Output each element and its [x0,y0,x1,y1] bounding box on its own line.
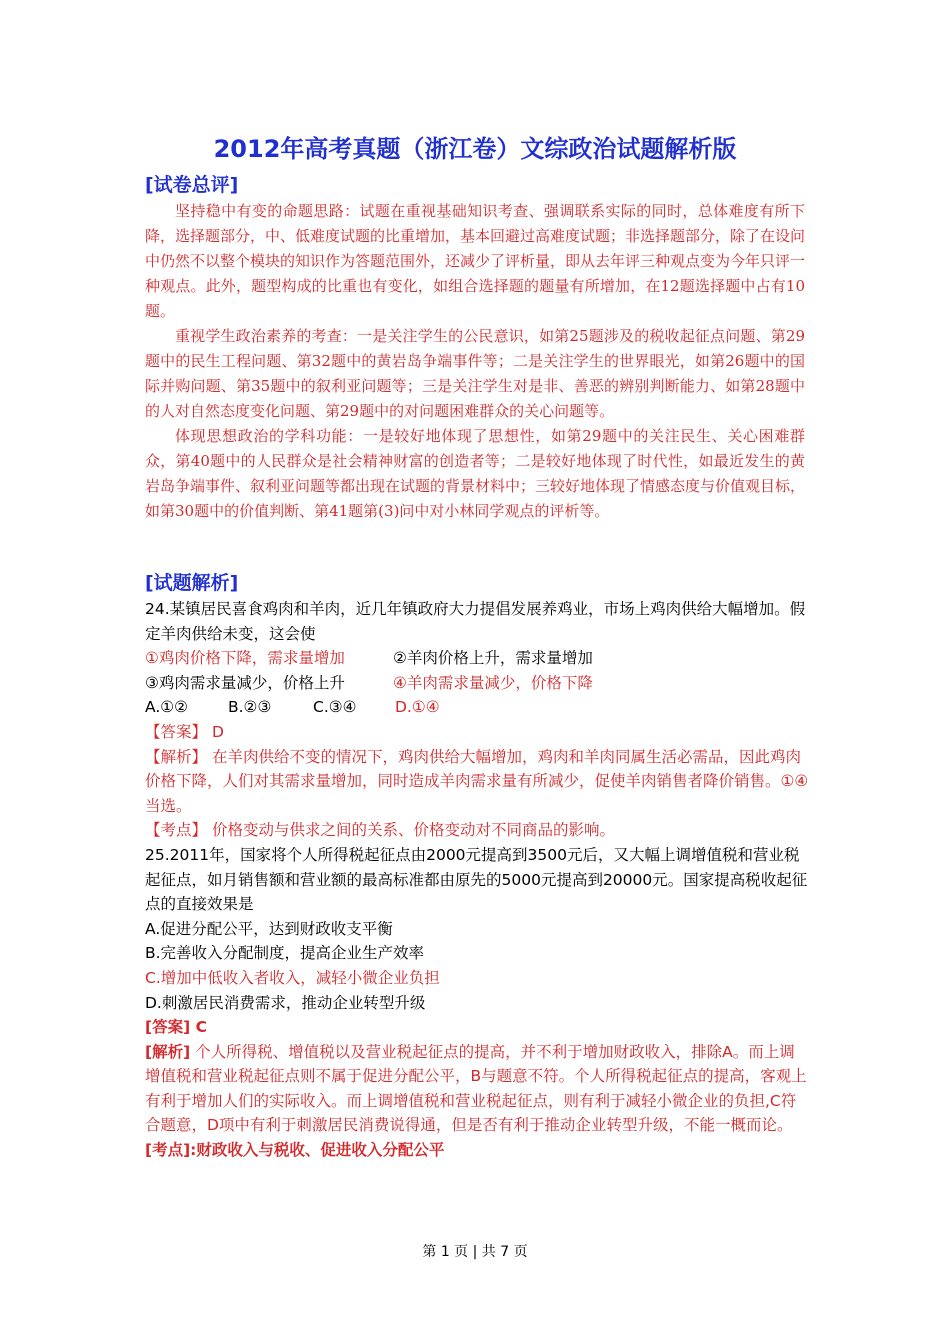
q25-analysis-label: [解析] [145,1042,191,1061]
q24-choices [145,695,810,720]
q24-choice-a: A.①② [145,698,189,717]
summary-paragraph-2: 重视学生政治素养的考查：一是关注学生的公民意识，如第25题涉及的税收起征点问题、第29题中的民生工程问题、第32题中的黄岩岛争端事件等；二是关注学生的世界眼光，如第26题中的国际并购问题、第35题中的叙利亚问题等；三是关注学生对是非、善恶的辨别判断能力、如第28题中的人对自然态度变化问题、第29题中的对问题困难群众的关心问题等。 [145,327,805,420]
q24-answer-value: D [211,722,224,741]
q25-choice-a: A.促进分配公平，达到财政收支平衡 [145,919,393,938]
q25-point-line [145,1138,810,1163]
q25-answer-value: C [195,1018,207,1037]
q24-choice-b: B.②③ [228,698,272,717]
q24-options-row-2 [145,671,810,696]
summary-paragraph-3: 体现思想政治的学科功能：一是较好地体现了思想性，如第29题中的关注民生、关心困难群众，第40题中的人民群众是社会精神财富的创造者等；二是较好地体现了时代性，如最近发生的黄岩岛争端事件、叙利亚问题等都出现在试题的背景材料中；三较好地体现了情感态度与价值观目标，如第30题中的价值判断、第41题第(3)问中对小林同学观点的评析等。 [145,427,806,520]
q24-option-2: ②羊肉价格上升，需求量增加 [393,649,593,668]
q25-analysis-line [145,1040,810,1138]
q24-option-4: ④羊肉需求量减少，价格下降 [393,673,593,692]
q25-answer-label: [答案] [145,1018,191,1037]
q25-answer-line [145,1015,810,1040]
q24-answer-label: 【答案】 [145,722,208,741]
analysis-heading: [试题解析] [145,572,239,594]
document-title: 2012年高考真题（浙江卷）文综政治试题解析版 [213,135,737,163]
q25-choice-c: C.增加中低收入者收入，减轻小微企业负担 [145,968,440,987]
q25-choice-b: B.完善收入分配制度，提高企业生产效率 [145,944,425,963]
q24-point-label: 【考点】 [145,821,208,840]
q24-options-row-1 [145,646,810,671]
q24-answer-line [145,720,810,745]
q24-analysis-text: 在羊肉供给不变的情况下，鸡肉供给大幅增加，鸡肉和羊肉同属生活必需品，因此鸡肉价格下降，人们对其需求量增加，同时造成羊肉需求量有所减少，促使羊肉销售者降价销售。①④当选。 [145,747,809,815]
q24-choice-d: D.①④ [395,698,440,717]
q24-analysis-label: 【解析】 [145,747,208,766]
question-24 [145,597,810,1163]
q25-stem: 25.2011年，国家将个人所得税起征点由2000元提高到3500元后，又大幅上调增值税和营业税起征点，如月销售额和营业额的最高标准都由原先的5000元提高到20000元。国家提高税收起征点的直接效果是 [145,845,808,914]
summary-heading: [试卷总评] [145,174,239,196]
q24-option-3: ③鸡肉需求量减少，价格上升 [145,673,345,692]
q25-point-label: [考点]: [145,1141,197,1160]
q25-choice-d: D.刺激居民消费需求，推动企业转型升级 [145,993,426,1012]
page-footer: 第 1 页 | 共 7 页 [422,1244,528,1260]
q24-point-line [145,818,810,843]
q24-analysis-line [145,745,810,819]
q24-point-text: 价格变动与供求之间的关系、价格变动对不同商品的影响。 [211,821,615,840]
summary-paragraph-1: 坚持稳中有变的命题思路：试题在重视基础知识考查、强调联系实际的同时，总体难度有所下降，选择题部分，中、低难度试题的比重增加，基本回避过高难度试题；非选择题部分，除了在设问中仍然不以整个模块的知识作为答题范围外，还减少了评析量，即从去年评三种观点变为今年只评一种观点。此外，题型构成的比重也有变化，如组合选择题的题量有所增加，在12题选择题中占有10题。 [145,202,806,320]
q24-stem: 24.某镇居民喜食鸡肉和羊肉，近几年镇政府大力提倡发展养鸡业，市场上鸡肉供给大幅增加。假定羊肉供给未变，这会使 [145,600,806,643]
q24-choice-c: C.③④ [313,698,357,717]
q25-point-text: 财政收入与税收、促进收入分配公平 [196,1141,445,1160]
q24-option-1: ①鸡肉价格下降，需求量增加 [145,649,345,668]
q25-analysis-text: 个人所得税、增值税以及营业税起征点的提高，并不利于增加财政收入，排除A。而上调增值税和营业税起征点则不属于促进分配公平，B与题意不符。个人所得税起征点的提高，客观上有利于增加人们的实际收入。而上调增值税和营业税起征点，则有利于减轻小微企业的负担,C符合题意，D项中有利于刺激居民消费说得通，但是否有利于推动企业转型升级，不能一概而论。 [145,1042,807,1135]
summary-body [145,199,805,524]
